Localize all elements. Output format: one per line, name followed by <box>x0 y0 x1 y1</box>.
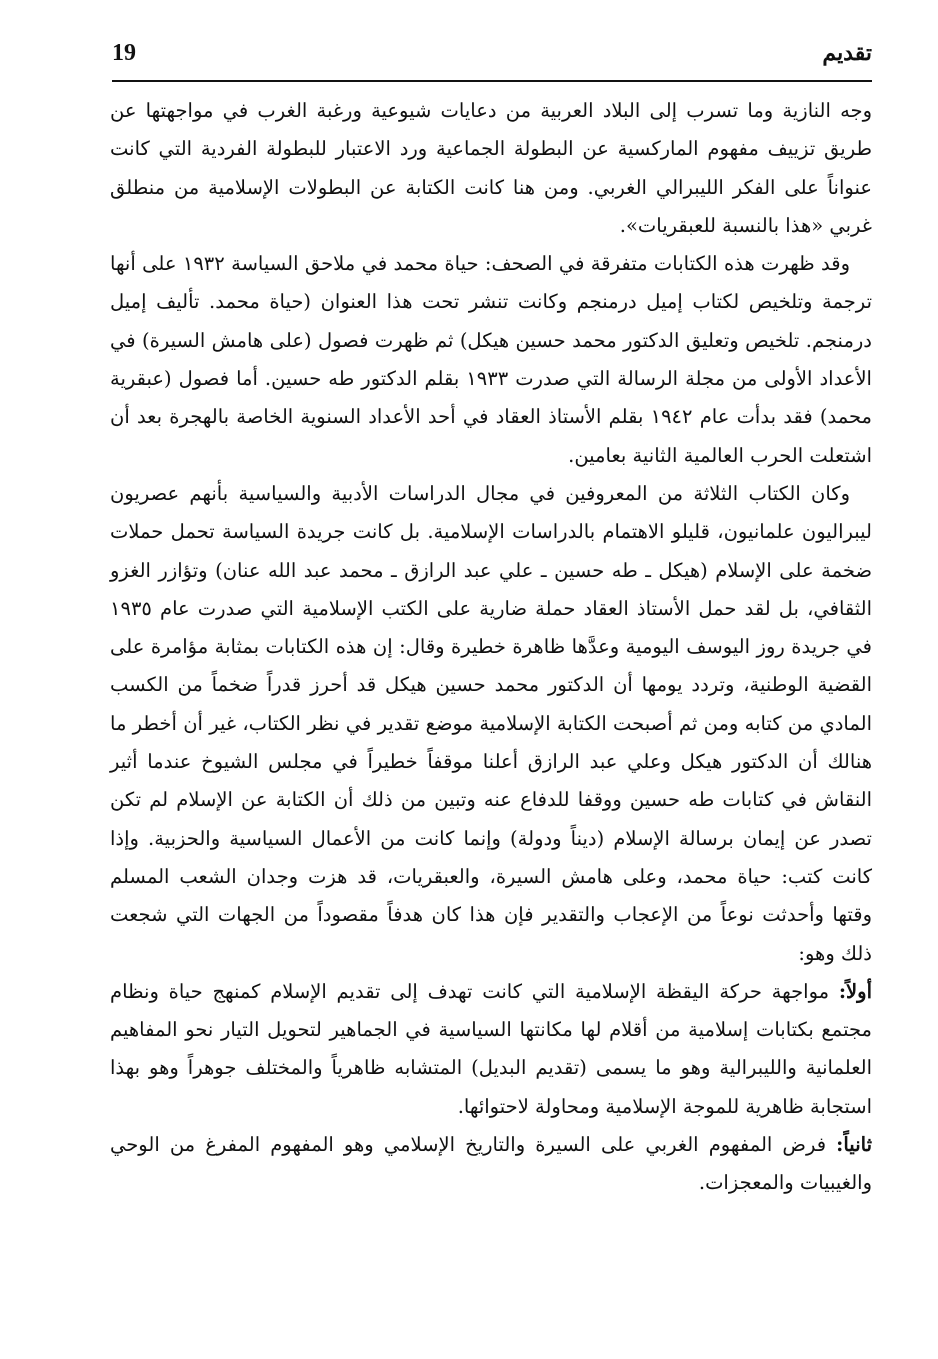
page-body <box>110 92 872 1203</box>
paragraph-3 <box>110 475 872 973</box>
point-label: ثانياً: <box>836 1133 872 1157</box>
paragraph-text: وكان الكتاب الثلاثة من المعروفين في مجال الدراسات الأدبية والسياسية بأنهم عصريون ليبراليون علمانيون، قليلو الاهتمام بالدراسات الإسلامية. بل كانت جريدة السياسة تحمل حملات ضخمة على الإسلام (هيكل ـ طه حسين ـ علي عبد الرازق ـ محمد عبد الله عنان) وتؤازر الغزو الثقافي، بل لقد حمل الأستاذ العقاد حملة ضارية على الكتب الإسلامية التي صدرت عام ١٩٣٥ في جريدة روز اليوسف اليومية وعدَّها ظاهرة خطيرة وقال: إن هذه الكتابات بمثابة مؤامرة على القضية الوطنية، وتردد يومها أن الدكتور محمد حسين هيكل قد أحرز قدراً ضخماً من الكسب المادي من كتابه ومن ثم أصبحت الكتابة الإسلامية موضع تقدير في نظر الكتاب، غير أن أخطر ما هنالك أن الدكتور هيكل وعلي عبد الرازق أعلنا موقفاً خطيراً في مجلس الشيوخ عندما أثير النقاش في كتابات طه حسين ووقفا للدفاع عنه وتبين من ذلك أن الكتابة عن الإسلام لم تكن تصدر عن إيمان برسالة الإسلام (ديناً ودولة) وإنما كانت من الأعمال السياسية والحزبية. وإذا كانت كتب: حياة محمد، وعلى هامش السيرة، والعبقريات، قد هزت وجدان الشعب المسلم وقتها وأحدثت نوعاً من الإعجاب والتقدير فإن هذا كان هدفاً مقصوداً من الجهات التي شجعت ذلك وهو: <box>110 481 872 965</box>
point-label: أولاً: <box>838 979 872 1003</box>
paragraph-second-point <box>110 1126 872 1203</box>
running-head: تقديم <box>822 40 872 66</box>
page-header <box>112 38 872 78</box>
header-rule <box>112 80 872 82</box>
paragraph-text: مواجهة حركة اليقظة الإسلامية التي كانت تهدف إلى تقديم الإسلام كمنهج حياة ونظام مجتمع بكتابات إسلامية من أقلام لها مكانتها السياسية في الجماهير لتحويل التيار نحو المفاهيم العلمانية والليبرالية وهو ما يسمى (تقديم البديل) المتشابه ظاهرياً والمختلف جوهراً وهو بهذا استجابة ظاهرية للموجة الإسلامية ومحاولة لاحتوائها. <box>110 979 872 1118</box>
paragraph-text: وجه النازية وما تسرب إلى البلاد العربية من دعايات شيوعية ورغبة الغرب في مواجهتها عن طريق تزييف مفهوم الماركسية عن البطولة الجماعية ورد الاعتبار للبطولة الفردية التي كانت عنواناً على الفكر الليبرالي الغربي. ومن هنا كانت الكتابة عن البطولات الإسلامية من منطلق غربي «هذا بالنسبة للعبقريات». <box>110 99 872 237</box>
paragraph-2 <box>110 245 872 475</box>
paragraph-text: فرض المفهوم الغربي على السيرة والتاريخ الإسلامي وهو المفهوم المفرغ من الوحي والغيبيات والمعجزات. <box>110 1133 872 1195</box>
paragraph-1 <box>110 92 872 245</box>
page-number: 19 <box>112 40 136 66</box>
paragraph-text: وقد ظهرت هذه الكتابات متفرقة في الصحف: حياة محمد في ملاحق السياسة ١٩٣٢ على أنها ترجمة وتلخيص لكتاب إميل درمنجم وكانت تنشر تحت هذا العنوان (حياة محمد. تأليف إميل درمنجم. تلخيص وتعليق الدكتور محمد حسين هيكل) ثم ظهرت فصول (على هامش السيرة) في الأعداد الأولى من مجلة الرسالة التي صدرت ١٩٣٣ بقلم الدكتور طه حسين. أما فصول (عبقرية محمد) فقد بدأت عام ١٩٤٢ بقلم الأستاذ العقاد في أحد الأعداد السنوية الخاصة بالهجرة بعد أن اشتعلت الحرب العالمية الثانية بعامين. <box>110 252 873 467</box>
paragraph-first-point <box>110 973 872 1126</box>
